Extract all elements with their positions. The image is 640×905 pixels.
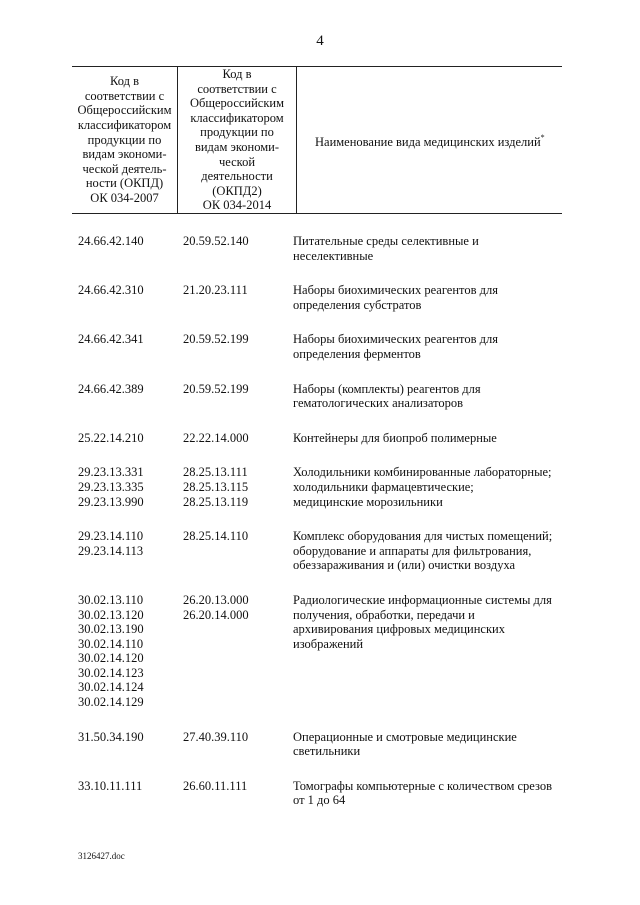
header-name	[297, 67, 563, 214]
device-name-line: Комплекс оборудования для чистых помещений;	[293, 529, 553, 544]
okpd-code-cell	[78, 465, 183, 509]
table-row	[78, 234, 568, 263]
header-okpd2-line: Код в	[222, 67, 252, 81]
okpd2-code-cell	[183, 332, 293, 361]
okpd-code-cell	[78, 332, 183, 361]
okpd-code: 29.23.14.113	[78, 543, 144, 558]
device-name-line: светильники	[293, 744, 361, 759]
okpd2-code-cell	[183, 382, 293, 411]
device-name-cell	[293, 283, 568, 312]
okpd2-code: 26.20.14.000	[183, 607, 249, 622]
okpd-code-cell	[78, 431, 183, 446]
table-row	[78, 529, 568, 573]
okpd2-code: 20.59.52.199	[183, 332, 249, 347]
device-name-line: изображений	[293, 636, 364, 651]
okpd-code: 30.02.14.124	[78, 680, 144, 695]
header-okpd-line: ности (ОКПД)	[85, 176, 164, 191]
okpd2-code: 26.60.11.111	[183, 778, 248, 793]
okpd-code: 29.23.13.331	[78, 465, 144, 480]
okpd-code: 30.02.14.110	[78, 636, 144, 651]
header-okpd2-line: видам экономи-	[194, 139, 280, 154]
device-name-line: архивирования цифровых медицинских	[293, 622, 505, 637]
okpd-code-cell	[78, 730, 183, 759]
header-okpd2-line: Общероссийским	[189, 96, 285, 111]
header-okpd-line: ОК 034-2007	[90, 191, 159, 206]
okpd-code: 30.02.13.190	[78, 622, 144, 637]
header-name-text: Наименование вида медицинских изделий	[315, 134, 541, 149]
okpd-code: 24.66.42.341	[78, 332, 144, 347]
okpd-code-cell	[78, 779, 183, 808]
okpd-code: 24.66.42.140	[78, 234, 144, 248]
header-okpd-line: продукции по	[87, 132, 162, 147]
header-okpd2-line: (ОКПД2)	[212, 183, 262, 198]
table-row	[78, 730, 568, 759]
header-okpd-line: Общероссийским	[77, 103, 172, 118]
device-name-line: определения ферментов	[293, 346, 421, 361]
okpd-code-cell	[78, 283, 183, 312]
okpd2-code: 21.20.23.111	[183, 283, 248, 298]
okpd-code: 29.23.13.335	[78, 479, 144, 494]
okpd-code: 30.02.13.110	[78, 592, 144, 607]
okpd-code-cell	[78, 382, 183, 411]
device-name-cell	[293, 382, 568, 411]
okpd2-code: 26.20.13.000	[183, 592, 249, 607]
device-name-line: гематологических анализаторов	[293, 396, 464, 411]
okpd-code-cell	[78, 234, 183, 263]
okpd2-code: 20.59.52.140	[183, 234, 249, 248]
okpd-code: 33.10.11.111	[78, 778, 143, 793]
table-header	[72, 66, 562, 214]
okpd2-code: 22.22.14.000	[183, 430, 249, 445]
okpd2-code-cell	[183, 779, 293, 808]
okpd2-code: 28.25.13.111	[183, 465, 248, 480]
device-name-line: Радиологические информационные системы для	[293, 592, 552, 607]
okpd2-code: 28.25.13.115	[183, 479, 249, 494]
header-okpd-line: видам экономи-	[82, 147, 167, 162]
okpd-code: 30.02.14.129	[78, 695, 144, 710]
header-okpd2-line: ческой	[218, 154, 256, 169]
okpd-code: 30.02.14.123	[78, 665, 144, 680]
header-okpd2-line: деятельности	[201, 169, 273, 184]
device-name-line: получения, обработки, передачи и	[293, 607, 475, 622]
okpd2-code-cell	[183, 529, 293, 573]
device-name-line: Операционные и смотровые медицинские	[293, 729, 517, 744]
okpd-code: 30.02.13.120	[78, 607, 144, 622]
header-okpd-line: Код в	[110, 74, 139, 89]
device-name-line: Томографы компьютерные с количеством срезов	[293, 778, 553, 793]
device-name-line: Наборы биохимических реагентов для	[293, 283, 498, 298]
table-row	[78, 431, 568, 446]
okpd2-code: 20.59.52.199	[183, 381, 249, 396]
okpd-code-cell	[78, 593, 183, 710]
device-name-line: медицинские морозильники	[293, 494, 443, 509]
okpd-code: 24.66.42.389	[78, 381, 144, 396]
table-body	[78, 234, 568, 828]
okpd2-code-cell	[183, 593, 293, 710]
header-okpd2	[178, 67, 297, 214]
table-row	[78, 283, 568, 312]
device-name-cell	[293, 332, 568, 361]
okpd-code: 31.50.34.190	[78, 729, 144, 744]
device-name-line: Контейнеры для биопроб полимерные	[293, 430, 497, 445]
header-okpd-line: классификатором	[77, 118, 172, 133]
device-name-line: неселективные	[293, 248, 374, 263]
header-okpd2-line: классификатором	[190, 110, 284, 125]
okpd2-code-cell	[183, 431, 293, 446]
footer-filename: 3126427.doc	[78, 851, 125, 861]
header-okpd-line: ческой деятель-	[82, 161, 167, 176]
table-row	[78, 382, 568, 411]
header-okpd2-line: соответствии с	[197, 81, 277, 96]
okpd-code-cell	[78, 529, 183, 573]
device-name-line: Наборы (комплекты) реагентов для	[293, 381, 481, 396]
device-name-line: Наборы биохимических реагентов для	[293, 332, 498, 347]
okpd2-code: 28.25.13.119	[183, 494, 249, 509]
device-name-cell	[293, 529, 568, 573]
okpd-code: 29.23.13.990	[78, 494, 144, 509]
header-okpd2-line: ОК 034-2014	[202, 198, 272, 213]
okpd-code: 30.02.14.120	[78, 651, 144, 666]
okpd2-code-cell	[183, 283, 293, 312]
table-row	[78, 465, 568, 509]
device-name-line: оборудование и аппараты для фильтрования,	[293, 543, 532, 558]
device-name-line: определения субстратов	[293, 297, 422, 312]
okpd2-code-cell	[183, 234, 293, 263]
device-name-line: холодильники фармацевтические;	[293, 479, 474, 494]
header-okpd-line: соответствии с	[84, 88, 165, 103]
header-okpd	[72, 67, 178, 214]
okpd2-code: 28.25.14.110	[183, 529, 249, 544]
device-name-line: Питательные среды селективные и	[293, 234, 479, 248]
okpd-code: 29.23.14.110	[78, 529, 144, 544]
device-name-cell	[293, 593, 568, 710]
page-number: 4	[316, 33, 324, 49]
okpd-code: 25.22.14.210	[78, 430, 144, 445]
device-name-line: от 1 до 64	[293, 793, 346, 808]
device-name-cell	[293, 431, 568, 446]
table-row	[78, 332, 568, 361]
device-name-cell	[293, 465, 568, 509]
device-name-cell	[293, 730, 568, 759]
footnote-mark: *	[540, 132, 545, 142]
okpd2-code-cell	[183, 465, 293, 509]
device-name-cell	[293, 779, 568, 808]
device-name-line: обеззараживания и (или) очистки воздуха	[293, 558, 516, 573]
device-name-cell	[293, 234, 568, 263]
header-okpd2-line: продукции по	[200, 125, 274, 140]
table-row	[78, 779, 568, 808]
okpd2-code: 27.40.39.110	[183, 729, 249, 744]
okpd-code: 24.66.42.310	[78, 283, 144, 298]
device-name-line: Холодильники комбинированные лабораторные;	[293, 465, 552, 480]
table-row	[78, 593, 568, 710]
okpd2-code-cell	[183, 730, 293, 759]
